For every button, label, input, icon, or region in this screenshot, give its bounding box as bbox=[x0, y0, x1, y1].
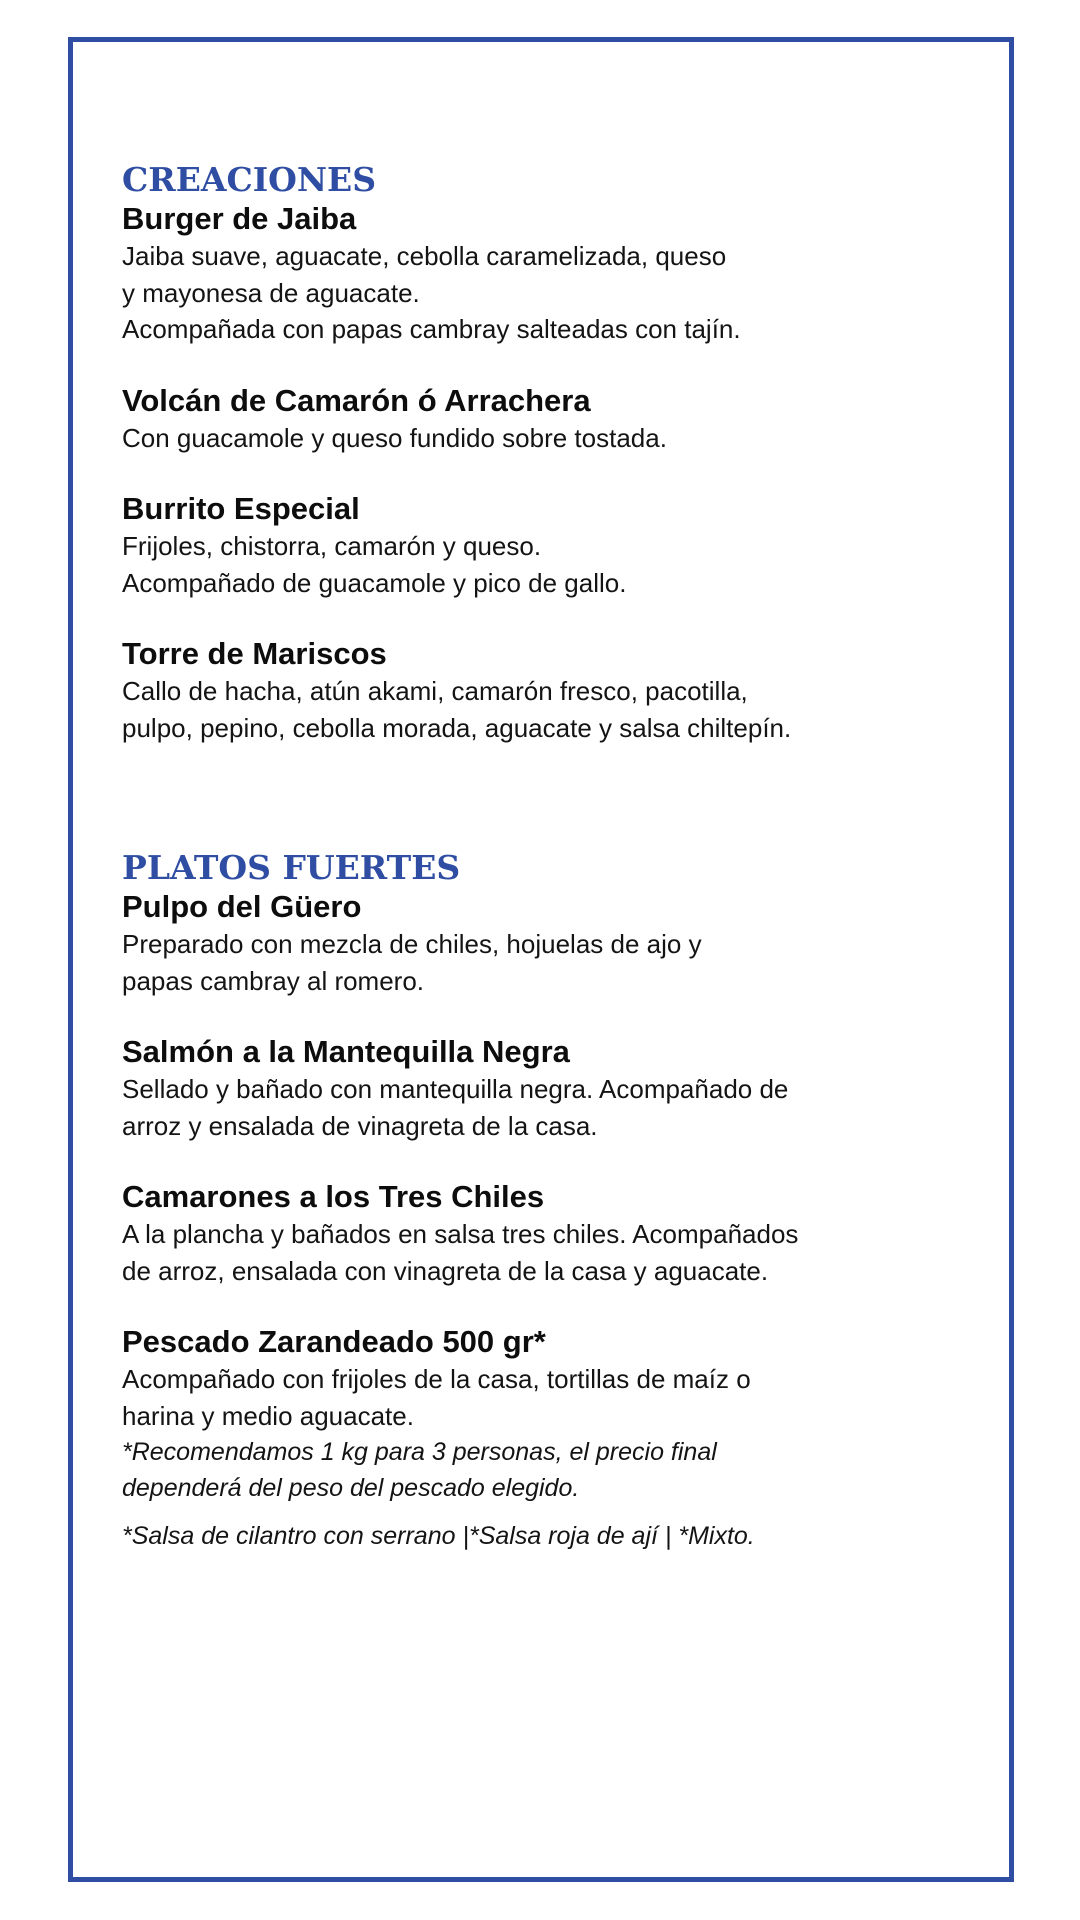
item-name: Pescado Zarandeado 500 gr* bbox=[122, 1324, 546, 1359]
menu-item-volcan bbox=[122, 382, 942, 457]
menu-item-pulpo-del-guero bbox=[122, 888, 942, 999]
item-description-line: Jaiba suave, aguacate, cebolla caramelizada, queso bbox=[122, 241, 727, 271]
menu-item-torre-de-mariscos bbox=[122, 635, 942, 746]
item-description-line: Preparado con mezcla de chiles, hojuelas de ajo y bbox=[122, 929, 702, 959]
item-description-line: Acompañado con frijoles de la casa, tortillas de maíz o bbox=[122, 1364, 751, 1394]
menu-item-salmon bbox=[122, 1033, 942, 1144]
item-name: Burger de Jaiba bbox=[122, 201, 357, 236]
section-title: PLATOS FUERTES bbox=[122, 848, 461, 887]
item-description-line: Frijoles, chistorra, camarón y queso. bbox=[122, 531, 542, 561]
item-description-line: A la plancha y bañados en salsa tres chiles. Acompañados bbox=[122, 1219, 799, 1249]
item-name: Burrito Especial bbox=[122, 491, 360, 526]
section-title: CREACIONES bbox=[122, 160, 377, 199]
sauce-options: *Salsa de cilantro con serrano |*Salsa roja de ají | *Mixto. bbox=[122, 1522, 755, 1550]
item-name: Pulpo del Güero bbox=[122, 889, 362, 924]
item-name: Camarones a los Tres Chiles bbox=[122, 1179, 545, 1214]
item-description-line: papas cambray al romero. bbox=[122, 965, 425, 996]
menu-item-camarones-tres-chiles bbox=[122, 1178, 942, 1289]
item-note-line: dependerá del peso del pescado elegido. bbox=[122, 1474, 580, 1502]
item-description-line: y mayonesa de aguacate. bbox=[122, 277, 420, 308]
item-description-line: Acompañada con papas cambray salteadas con tajín. bbox=[122, 314, 741, 344]
section-platos-fuertes bbox=[122, 848, 942, 1554]
item-description-line: Acompañado de guacamole y pico de gallo. bbox=[122, 567, 627, 598]
menu-item-pescado-zarandeado bbox=[122, 1323, 942, 1554]
item-note-line: *Recomendamos 1 kg para 3 personas, el precio final bbox=[122, 1438, 717, 1466]
section-creaciones bbox=[122, 160, 942, 746]
item-description-line: pulpo, pepino, cebolla morada, aguacate y salsa chiltepín. bbox=[122, 712, 792, 743]
item-description-line: harina y medio aguacate. bbox=[122, 1400, 414, 1431]
item-name: Salmón a la Mantequilla Negra bbox=[122, 1034, 570, 1069]
item-name: Volcán de Camarón ó Arrachera bbox=[122, 382, 591, 418]
menu-item-burrito-especial bbox=[122, 490, 942, 601]
item-description-line: de arroz, ensalada con vinagreta de la casa y aguacate. bbox=[122, 1255, 769, 1286]
item-description-line: Callo de hacha, atún akami, camarón fresco, pacotilla, bbox=[122, 676, 748, 706]
item-description-line: arroz y ensalada de vinagreta de la casa. bbox=[122, 1110, 598, 1141]
item-name: Torre de Mariscos bbox=[122, 636, 387, 671]
item-description-line: Con guacamole y queso fundido sobre tostada. bbox=[122, 422, 667, 453]
menu-item-burger-de-jaiba bbox=[122, 200, 942, 348]
item-description-line: Sellado y bañado con mantequilla negra. Acompañado de bbox=[122, 1074, 789, 1104]
